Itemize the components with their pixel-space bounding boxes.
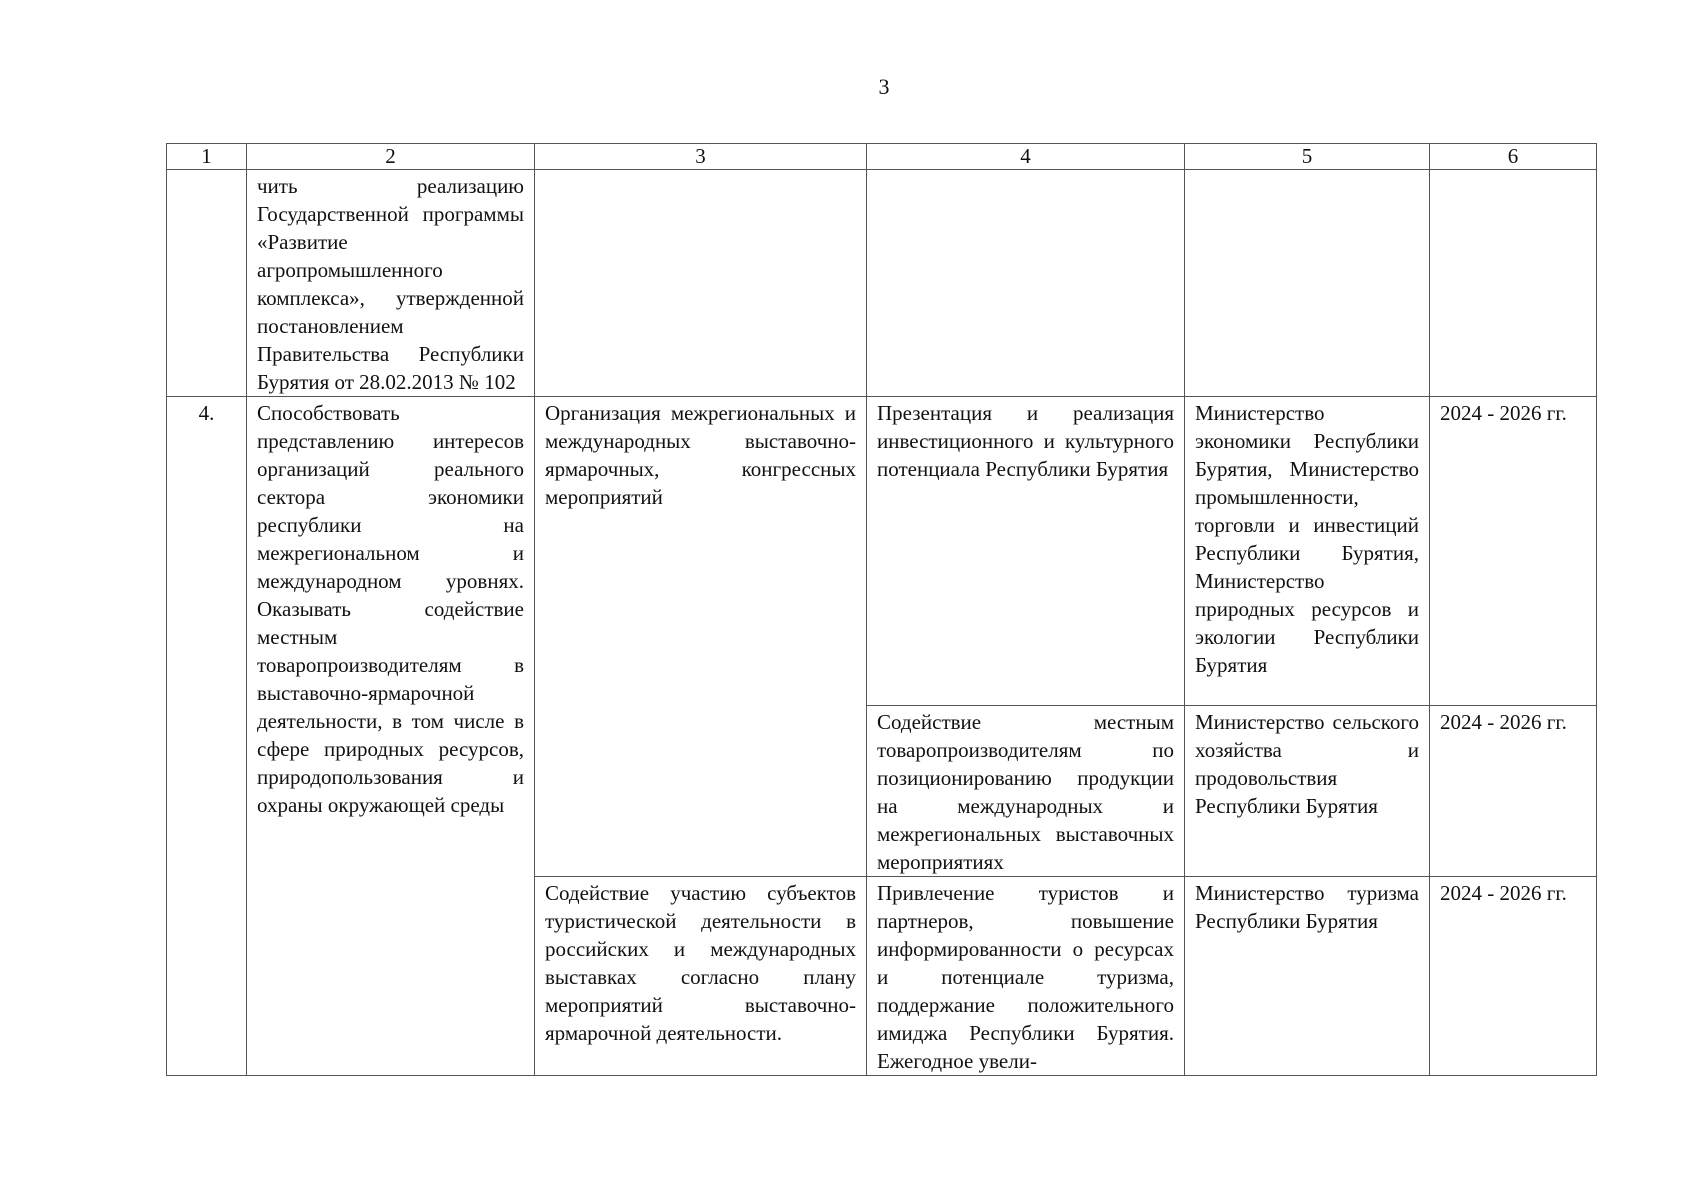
row4-result-cell-3: Привлечение туристов и партнеров, повышение информированности о ресурсах и потенциале туризма, поддержание положительного имиджа Республики Бурятия. Ежегодное увели- [867, 877, 1185, 1076]
row4-measure-cell-1: Организация межрегиональных и международных выставочно-ярмарочных, конгрессных мероприятий [535, 397, 867, 877]
row4-period-cell-1: 2024 - 2026 гг. [1430, 397, 1597, 706]
continuation-responsible-cell [1185, 170, 1430, 397]
plan-table [166, 143, 1597, 1076]
row4-period-cell-2: 2024 - 2026 гг. [1430, 706, 1597, 877]
continuation-number-cell [167, 170, 247, 397]
header-cell-2: 2 [247, 144, 535, 170]
page-number: 3 [878, 74, 890, 99]
row4-result-cell-2: Содействие местным товаропроизводителям по позиционированию продукции на международных и межрегиональных выставочных мероприятиях [867, 706, 1185, 877]
continuation-task-cell: чить реализацию Государственной программы «Развитие агропромышленного комплекса», утвержденной постановлением Правительства Республики Бурятия от 28.02.2013 № 102 [247, 170, 535, 397]
table-header-row [167, 144, 1597, 170]
header-cell-4: 4 [867, 144, 1185, 170]
table-row-4a [167, 397, 1597, 706]
continuation-result-cell [867, 170, 1185, 397]
row4-result-cell-1: Презентация и реализация инвестиционного и культурного потенциала Республики Бурятия [867, 397, 1185, 706]
row4-period-cell-3: 2024 - 2026 гг. [1430, 877, 1597, 1076]
row4-number-cell: 4. [167, 397, 247, 1076]
continuation-period-cell [1430, 170, 1597, 397]
continuation-measure-cell [535, 170, 867, 397]
header-cell-1: 1 [167, 144, 247, 170]
header-cell-6: 6 [1430, 144, 1597, 170]
row4-responsible-cell-2: Министерство сельского хозяйства и продовольствия Республики Бурятия [1185, 706, 1430, 877]
row4-measure-cell-3: Содействие участию субъектов туристической деятельности в российских и международных выставках согласно плану мероприятий выставочно-ярмарочной деятельности. [535, 877, 867, 1076]
row4-task-cell: Способствовать представлению интересов организаций реального сектора экономики республики на межрегиональном и международном уровнях. Оказывать содействие местным товаропроизводителям в выставочно-ярмарочной деятельности, в том числе в сфере природных ресурсов, природопользования и охраны окружающей среды [247, 397, 535, 1076]
header-cell-5: 5 [1185, 144, 1430, 170]
row4-responsible-cell-1: Министерство экономики Республики Бурятия, Министерство промышленности, торговли и инвестиций Республики Бурятия, Министерство природных ресурсов и экологии Республики Бурятия [1185, 397, 1430, 706]
table-row-continuation [167, 170, 1597, 397]
row4-responsible-cell-3: Министерство туризма Республики Бурятия [1185, 877, 1430, 1076]
header-cell-3: 3 [535, 144, 867, 170]
